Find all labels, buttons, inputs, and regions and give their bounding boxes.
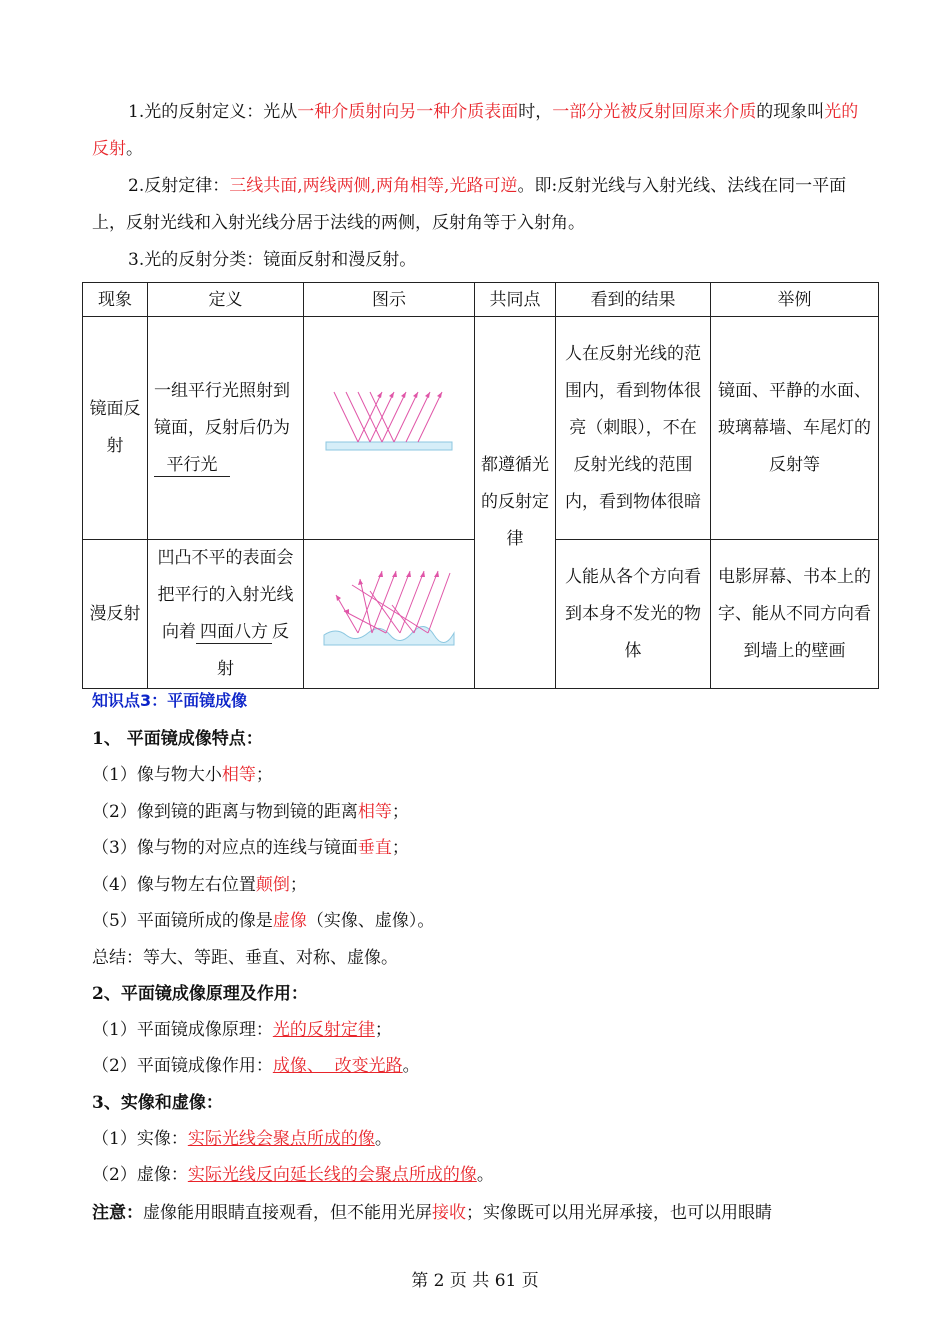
- function-key: 成像、 改变光路: [272, 1056, 403, 1076]
- specular-definition-text: 一组平行光照射到镜面，反射后仍为: [154, 380, 290, 438]
- def-text-3: 的现象叫: [756, 102, 825, 122]
- def-key-2: 一部分光被反射回原来介质: [552, 102, 757, 122]
- principle-line: [92, 1019, 392, 1041]
- feature-end: ；: [289, 875, 307, 895]
- note-line: [92, 1202, 772, 1224]
- specular-blank: 平行光: [154, 454, 230, 477]
- note-text-2: ；实像既可以用光屏承接，也可以用眼睛: [466, 1203, 772, 1223]
- note-text-1: 虚像能用眼睛直接观看，但不能用光屏: [143, 1203, 432, 1223]
- principle-key: 光的反射定律: [272, 1020, 375, 1040]
- note-label: 注意：: [92, 1203, 143, 1223]
- principle-end: ；: [374, 1020, 392, 1040]
- specular-reflection-diagram: [324, 386, 454, 456]
- diffuse-definition: [148, 540, 304, 689]
- feature-end: ；: [391, 838, 409, 858]
- knowledge-point-title: 知识点3：平面镜成像: [92, 691, 248, 710]
- table-header: 看到的结果: [556, 283, 711, 317]
- specular-phenomenon: 镜面反射: [83, 317, 148, 540]
- table-row-specular: [83, 317, 879, 540]
- diffuse-diagram-cell: [304, 540, 475, 689]
- diffuse-example: 电影屏幕、书本上的字、能从不同方向看到墙上的壁画: [711, 540, 879, 689]
- feature-end: ；: [255, 765, 273, 785]
- real-image-line: [92, 1128, 392, 1150]
- real-image-key: 实际光线会聚点所成的像: [187, 1129, 375, 1149]
- section-1-title: 1、 平面镜成像特点：: [92, 729, 263, 749]
- feature-text: （4）像与物左右位置: [92, 875, 256, 895]
- table-header: 举例: [711, 283, 879, 317]
- specular-definition: [148, 317, 304, 540]
- note-key: 接收: [432, 1203, 466, 1223]
- feature-item: [92, 801, 409, 823]
- feature-key: 颠倒: [255, 875, 290, 895]
- feature-item: [92, 764, 273, 786]
- feature-text: （3）像与物的对应点的连线与镜面: [92, 838, 358, 858]
- specular-result: 人在反射光线的范围内，看到物体很亮（刺眼），不在反射光线的范围内，看到物体很暗: [556, 317, 711, 540]
- table-header-row: [83, 283, 879, 317]
- def-text-1: 1.光的反射定义：光从: [128, 102, 298, 122]
- feature-item: [92, 910, 434, 932]
- real-image-label: （1）实像：: [92, 1129, 188, 1149]
- real-image-end: 。: [374, 1129, 392, 1149]
- diffuse-definition-text: 凹凸不平的表面会把平行的入射光线向着: [157, 548, 294, 642]
- feature-text: （2）像到镜的距离与物到镜的距离: [92, 802, 358, 822]
- section-3-title: 3、实像和虚像：: [92, 1093, 223, 1113]
- def-key-3: 光的反射: [92, 102, 859, 159]
- virtual-image-key: 实际光线反向延长线的会聚点所成的像: [187, 1165, 477, 1185]
- reflection-definition: [92, 94, 860, 168]
- principle-label: （1）平面镜成像原理：: [92, 1020, 273, 1040]
- table-header: 定义: [148, 283, 304, 317]
- common-point: 都遵循光的反射定律: [475, 317, 556, 689]
- reflection-law: [92, 168, 860, 242]
- def-key-1: 一种介质射向另一种介质表面: [297, 102, 519, 122]
- feature-text: （5）平面镜所成的像是: [92, 911, 273, 931]
- feature-key: 相等: [221, 765, 256, 785]
- virtual-image-label: （2）虚像：: [92, 1165, 188, 1185]
- law-label: 2.反射定律：: [128, 176, 230, 196]
- virtual-image-end: 。: [476, 1165, 494, 1185]
- feature-end: ；: [391, 802, 409, 822]
- feature-key: 相等: [357, 802, 392, 822]
- section-2-title: 2、平面镜成像原理及作用：: [92, 984, 308, 1004]
- feature-text: （1）像与物大小: [92, 765, 222, 785]
- function-line: [92, 1055, 420, 1077]
- virtual-image-line: [92, 1164, 494, 1186]
- law-key: 三线共面,两线两侧,两角相等,光路可逆: [229, 176, 518, 196]
- table-header: 共同点: [475, 283, 556, 317]
- diffuse-blank: 四面八方: [196, 621, 272, 644]
- specular-diagram-cell: [304, 317, 475, 540]
- def-text-4: 。: [126, 139, 143, 159]
- function-end: 。: [402, 1056, 420, 1076]
- feature-item: [92, 874, 307, 896]
- function-label: （2）平面镜成像作用：: [92, 1056, 273, 1076]
- reflection-types: 3.光的反射分类：镜面反射和漫反射。: [128, 250, 417, 270]
- feature-summary: 总结：等大、等距、垂直、对称、虚像。: [92, 948, 398, 968]
- feature-key: 垂直: [357, 838, 392, 858]
- reflection-table: [82, 282, 879, 689]
- diffuse-result: 人能从各个方向看到本身不发光的物体: [556, 540, 711, 689]
- specular-example: 镜面、平静的水面、玻璃幕墙、车尾灯的反射等: [711, 317, 879, 540]
- diffuse-definition-end: 反射: [217, 622, 289, 679]
- table-header: 图示: [304, 283, 475, 317]
- def-text-2: 时，: [518, 102, 553, 122]
- feature-end: （实像、虚像）。: [306, 911, 435, 931]
- diffuse-phenomenon: 漫反射: [83, 540, 148, 689]
- feature-item: [92, 837, 409, 859]
- table-header: 现象: [83, 283, 148, 317]
- diffuse-reflection-diagram: [322, 565, 456, 649]
- page-footer: 第 2 页 共 61 页: [411, 1271, 539, 1291]
- law-text: 。即:反射光线与入射光线、法线在同一平面上，反射光线和入射光线分居于法线的两侧，反射角等于入射角。: [92, 176, 847, 233]
- feature-key: 虚像: [272, 911, 307, 931]
